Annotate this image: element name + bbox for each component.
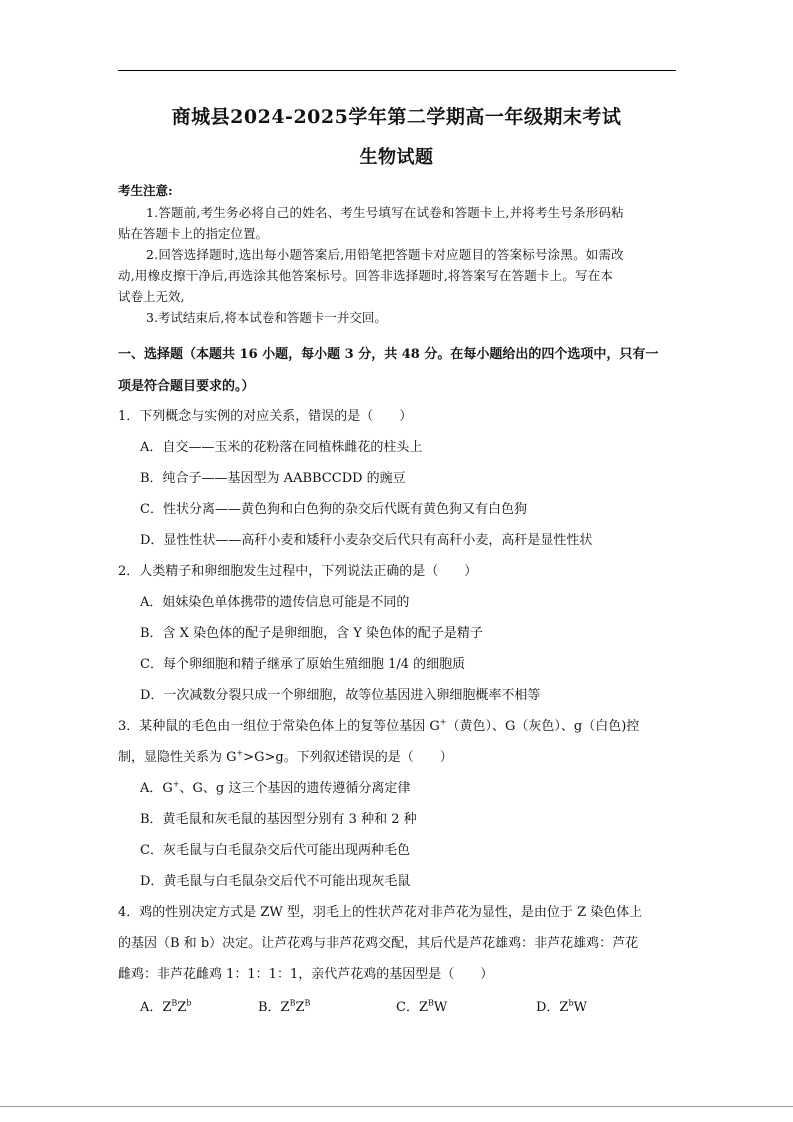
question-3-option-c: C．灰毛鼠与白毛鼠杂交后代可能出现两种毛色 [140, 843, 410, 858]
question-4-stem-line-3: 雌鸡：非芦花雌鸡 1：1：1：1，亲代芦花鸡的基因型是（ ） [118, 967, 494, 982]
notice-heading: 考生注意: [118, 183, 173, 198]
notice-item-2-line-2: 动,用橡皮擦干净后,再选涂其他答案标号。回答非选择题时,将答案写在答题卡上。写在本 [118, 268, 614, 283]
question-2-option-d: D．一次减数分裂只成一个卵细胞，故等位基因进入卵细胞概率不相等 [140, 688, 541, 703]
question-4-option-d: D．$Z^bW$ [536, 998, 587, 1015]
notice-item-1-line-2: 贴在答题卡上的指定位置。 [118, 226, 269, 241]
question-1-option-d: D．显性性状——高秆小麦和矮秆小麦杂交后代只有高秆小麦，高秆是显性性状 [140, 533, 593, 548]
question-1-option-c: C．性状分离——黄色狗和白色狗的杂交后代既有黄色狗又有白色狗 [140, 502, 527, 517]
notice-item-1-line-1: 1.答题前,考生务必将自己的姓名、考生号填写在试卷和答题卡上,并将考生号条形码粘 [146, 205, 624, 220]
question-2-option-b: B．含 X 染色体的配子是卵细胞，含 Y 染色体的配子是精子 [140, 626, 483, 641]
question-3-stem-line-2: 制，显隐性关系为 G+>G>g。下列叙述错误的是（ ） [118, 748, 453, 765]
question-4-stem-line-2: 的基因（B 和 b）决定。让芦花鸡与非芦花鸡交配，其后代是芦花雄鸡：非芦花雄鸡：芦花 [118, 936, 639, 951]
question-4-option-c: C．$Z^BW$ [396, 998, 448, 1015]
question-2-option-a: A．姐妹染色单体携带的遗传信息可能是不同的 [140, 595, 410, 610]
notice-item-2-line-3: 试卷上无效, [118, 289, 185, 304]
question-1-stem: 1．下列概念与实例的对应关系，错误的是（ ） [118, 409, 413, 424]
bottom-rule [0, 1106, 793, 1107]
question-2-stem: 2．人类精子和卵细胞发生过程中，下列说法正确的是（ ） [118, 564, 478, 579]
question-1-option-b: B．纯合子——基因型为 AABBCCDD 的豌豆 [140, 471, 406, 486]
top-rule [118, 70, 676, 71]
question-4-stem-line-1: 4．鸡的性别决定方式是 ZW 型，羽毛上的性状芦花对非芦花为显性，是由位于 Z 染色体上 [118, 905, 643, 920]
section-heading-line-2: 项是符合题目要求的。） [118, 379, 255, 394]
exam-subtitle: 生物试题 [359, 147, 434, 168]
question-1-option-a: A．自交——玉米的花粉落在同植株雌花的柱头上 [140, 440, 423, 455]
question-3-option-d: D．黄毛鼠与白毛鼠杂交后代不可能出现灰毛鼠 [140, 874, 411, 889]
question-3-option-b: B．黄毛鼠和灰毛鼠的基因型分别有 3 种和 2 种 [140, 812, 417, 827]
question-3-stem-line-1: 3．某种鼠的毛色由一组位于常染色体上的复等位基因 G+（黄色）、G（灰色）、g（白色)控 [118, 717, 640, 734]
question-3-option-a: A．G+、G、g 这三个基因的遗传遵循分离定律 [140, 779, 411, 796]
exam-title: 商城县2024-2025学年第二学期高一年级期末考试 [171, 106, 622, 128]
notice-item-3: 3.考试结束后,将本试卷和答题卡一并交回。 [146, 310, 387, 325]
question-2-option-c: C．每个卵细胞和精子继承了原始生殖细胞 1/4 的细胞质 [140, 657, 466, 672]
notice-item-2-line-1: 2.回答选择题时,选出每小题答案后,用铅笔把答题卡对应题目的答案标号涂黑。如需改 [146, 247, 624, 262]
question-4-option-a: A．$Z^BZ^b$ [140, 998, 192, 1015]
question-4-option-b: B．$Z^BZ^B$ [258, 998, 311, 1015]
section-heading-line-1: 一、选择题（本题共 16 小题，每小题 3 分，共 48 分。在每小题给出的四个选项中，只有一 [118, 347, 659, 362]
